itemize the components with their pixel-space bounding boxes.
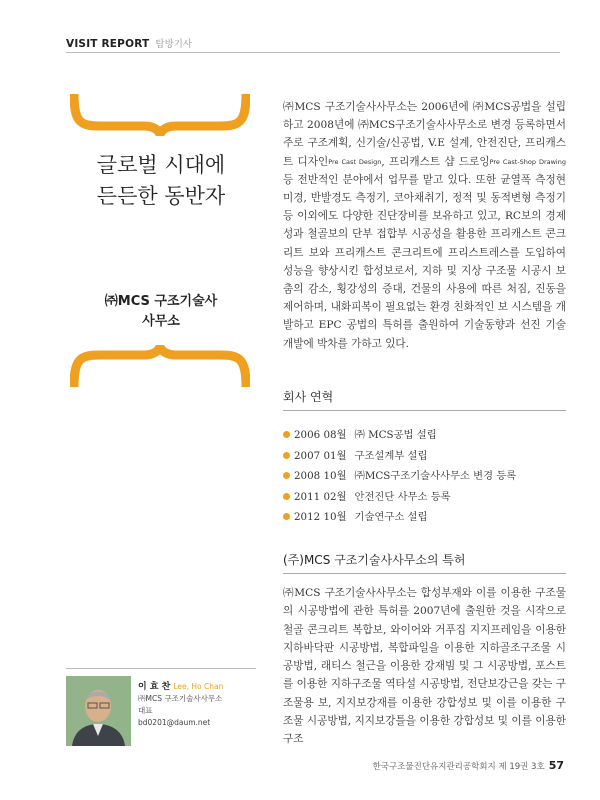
patent-paragraph: ㈜MCS 구조기술사사무소는 합성부재와 이를 이용한 구조물의 시공방법에 관한 특허를 2007년에 출원한 것을 시작으로 철골 콘크리트 복합보, 와이어와 거푸집 지지프레임을 이용한 지하바닥판 시공방법, 복합파일을 이용한 지하골조구조물 시공방법, 래티스 철근을 이용한 강재빔 및 그 시공방법, 포스트를 이용한 지하구조물 역타설 시공방법, 전단보강근을 갖는 구조물용 보, 지지보강재를 이용한 강합성보 및 이를 이용한 구조물 시공방법, 지지보강틀을 이용한 강합성보 및 이를 이용한 구조 [283,587,566,746]
author-info [138,681,223,729]
shop-drawing-term: Pre Cast-Shop Drawing [489,157,566,166]
article-title [66,150,256,212]
history-date: 2006 08월 [294,429,347,441]
organization-name [66,292,256,332]
history-event: 안전진단 사무소 등록 [354,490,451,503]
person-icon [66,676,131,746]
history-list [283,425,516,528]
design-term: Pre Cast Design [328,157,382,166]
top-brace-icon [70,92,250,136]
bullet-icon [283,431,290,438]
intro-text-3: 등 전반적인 분야에서 업무를 맡고 있다. 또한 균열폭 측정현미경, 반발경도 측정기, 코아채취기, 정적 및 동적변형 측정기 등 이외에도 다양한 진단장비를 보유하고 있고, RC보의 경제성과 철골보의 단부 접합부 시공성을 활용한 프리캐스트 콘크리트 보와 프리캐스트 콘크리트에 프리스트레스를 도입하여 성능을 향상시킨 합성보로서, 지하 및 지상 구조물 시공시 보춤의 감소, 횡강성의 증대, 건물의 사용에 따른 처짐, 진동을 제어하며, 내화피복이 필요없는 환경 친화적인 보 시스템을 개발하고 EPC 공법의 특허를 출원하여 기술동향과 선진 기술 개발에 박차를 가하고 있다. [283,173,566,350]
history-date: 2011 02월 [294,490,347,503]
organization-line-1: ㈜MCS 구조기술사 [104,294,218,309]
intro-text-1: ㈜MCS 구조기술사사무소는 2006년에 ㈜MCS공법을 설립하고 2008년에 ㈜MCS구조기술사사무소로 변경 등록하면서 주로 구조계획, 신기술/신공법, V.E 설계, 안전진단, 프리캐스트 디자인 [283,101,566,168]
patent-title: (주)MCS 구조기술사사무소의 특허 [283,553,466,567]
history-event: 구조설계부 설립 [354,449,428,462]
title-line-2: 든든한 동반자 [96,184,226,208]
history-date: 2008 10월 [294,470,347,482]
author-company: ㈜MCS 구조기술사사무소 [138,694,223,703]
bottom-brace-icon [70,345,250,389]
bullet-icon [283,472,290,479]
list-item [283,487,516,508]
history-divider [283,410,566,411]
organization-line-2: 사무소 [142,314,180,329]
patent-divider [283,573,566,574]
page-header [66,36,192,50]
author-email: bd0201@daum.net [138,718,211,727]
author-name: 이 효 찬 [138,682,171,692]
history-date: 2007 01월 [294,449,347,462]
intro-text-2: , 프리캐스트 샵 드로잉 [381,155,490,168]
list-item [283,446,516,467]
bullet-icon [283,513,290,520]
author-role: 대표 [138,706,153,715]
list-item [283,507,516,528]
header-divider [66,52,560,53]
header-label: VISIT REPORT [66,38,150,50]
history-title: 회사 연혁 [283,390,334,404]
author-name-en: Lee, Ho Chan [173,682,224,691]
bullet-icon [283,493,290,500]
list-item [283,425,516,446]
page-footer [373,759,564,772]
list-item [283,466,516,487]
intro-paragraph [283,98,566,353]
page-number: 57 [548,759,564,772]
history-event: 기술연구소 설립 [354,511,428,523]
header-sublabel: 탐방기사 [155,39,193,50]
history-event: ㈜MCS구조기술사사무소 변경 등록 [354,470,517,482]
journal-name: 한국구조물진단유지관리공학회지 제 19권 3호 [372,762,545,772]
history-date: 2012 10월 [294,511,347,523]
title-line-1: 글로벌 시대에 [96,153,226,177]
history-event: ㈜ MCS공법 설립 [354,429,437,441]
bullet-icon [283,452,290,459]
author-photo [66,676,131,746]
